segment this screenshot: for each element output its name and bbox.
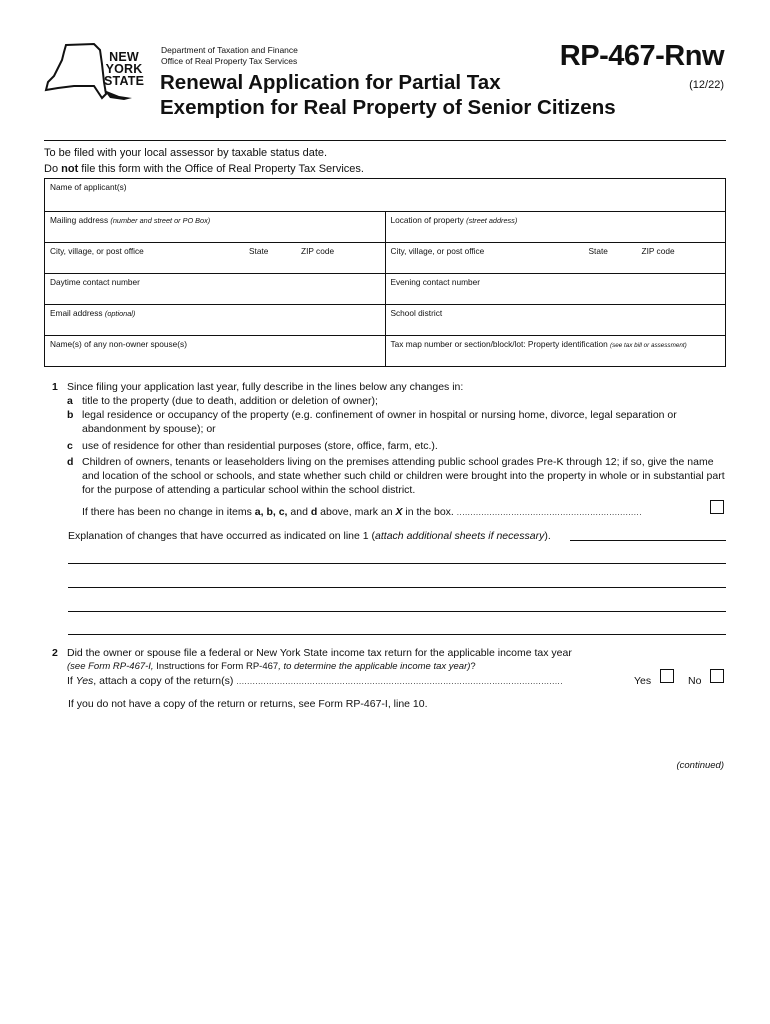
question-2-sub: (see Form RP-467-I, Instructions for Form RP-467, to determine the applicable income tax year)? (67, 661, 476, 672)
no-copy-note: If you do not have a copy of the return or returns, see Form RP-467-I, line 10. (68, 698, 428, 710)
question-1-item-c: use of residence for other than residential purposes (store, office, farm, etc.). (82, 440, 438, 452)
explanation-line-4[interactable] (68, 611, 726, 612)
question-1-number: 1 (52, 381, 58, 393)
explanation-line-3[interactable] (68, 587, 726, 588)
question-2-if-yes: If Yes, attach a copy of the return(s) ........................................................................................................................ (67, 675, 563, 687)
explanation-line-1[interactable] (570, 540, 726, 541)
question-1-item-b: legal residence or occupancy of the property (e.g. confinement of owner in hospital or nursing home, divorce, legal separation or abandonment by spouse); or (82, 409, 677, 435)
applicant-name-field[interactable]: Name of applicant(s) (50, 182, 127, 192)
logo-wordmark: NEW YORK STATE (104, 50, 145, 88)
no-change-statement: If there has been no change in items a, b, c, and d above, mark an X in the box. .................................................................... (82, 506, 642, 518)
mailing-address-field[interactable]: Mailing address (number and street or PO Box) (50, 215, 211, 225)
email-field[interactable]: Email address (optional) (50, 308, 136, 318)
property-city-state-zip-field[interactable]: City, village, or post office State ZIP code (385, 243, 726, 273)
explanation-line-2[interactable] (68, 563, 726, 564)
evening-phone-field[interactable]: Evening contact number (385, 274, 726, 304)
school-district-field[interactable]: School district (385, 305, 726, 335)
question-1: 1 Since filing your application last year, fully describe in the lines below any changes in: a title to the property (due to death, addition or deletion of owner); b legal residence or occupancy of the property (e.g. confinement of owner in hospital or nursing home, divorce, legal separation or abandonment by spouse); or c use of residence for other than residential purposes (store, office, farm, etc.). d Children of owners, tenants or leaseholders living on the premises attending public school grades Pre-K through 12; if so, give the name and location of the school or schools, and state whether such child or children were brought into the property in whole or in substantial part for the purpose of attending a particular school within the school district. (52, 381, 725, 496)
yes-checkbox[interactable] (660, 669, 674, 683)
department-name: Department of Taxation and Finance Office of Real Property Tax Services (161, 45, 298, 66)
nonowner-spouse-field[interactable]: Name(s) of any non-owner spouse(s) (50, 339, 187, 349)
property-location-field[interactable]: Location of property (street address) (385, 212, 726, 242)
question-1-item-d: Children of owners, tenants or leaseholders living on the premises attending public school grades Pre-K through 12; if so, give the name and location of the school or schools, and state whether such child or children were brought into the property in whole or in substantial part for the purpose of attending a particular school within the school district. (82, 456, 725, 496)
no-checkbox[interactable] (710, 669, 724, 683)
question-2-text: Did the owner or spouse file a federal or New York State income tax return for the applicable income tax year (67, 647, 572, 659)
header-divider (44, 140, 726, 141)
nys-logo (44, 42, 154, 102)
form-title: Renewal Application for Partial Tax Exemption for Real Property of Senior Citizens (160, 71, 616, 119)
explanation-line-5[interactable] (68, 634, 726, 635)
yes-label: Yes (634, 675, 652, 687)
continued-label: (continued) (676, 760, 724, 771)
question-1-item-a: title to the property (due to death, addition or deletion of owner); (82, 395, 378, 407)
explanation-label: Explanation of changes that have occurred as indicated on line 1 (attach additional sheets if necessary). (68, 530, 551, 542)
no-label: No (688, 675, 702, 687)
form-number: RP-467-Rnw (559, 40, 724, 72)
form-revision-date: (12/22) (689, 79, 724, 91)
question-1-intro: Since filing your application last year, fully describe in the lines below any changes in: (67, 381, 464, 393)
tax-map-field[interactable]: Tax map number or section/block/lot: Property identification (see tax bill or assessment) (385, 336, 726, 366)
applicant-info-grid (44, 178, 726, 367)
filing-instructions: To be filed with your local assessor by taxable status date. Do not file this form with the Office of Real Property Tax Services. (44, 147, 364, 175)
daytime-phone-field[interactable]: Daytime contact number (50, 277, 140, 287)
no-change-checkbox[interactable] (710, 500, 724, 514)
question-2-number: 2 (52, 647, 58, 659)
mailing-city-state-zip-field[interactable]: City, village, or post office State ZIP code (50, 246, 335, 256)
